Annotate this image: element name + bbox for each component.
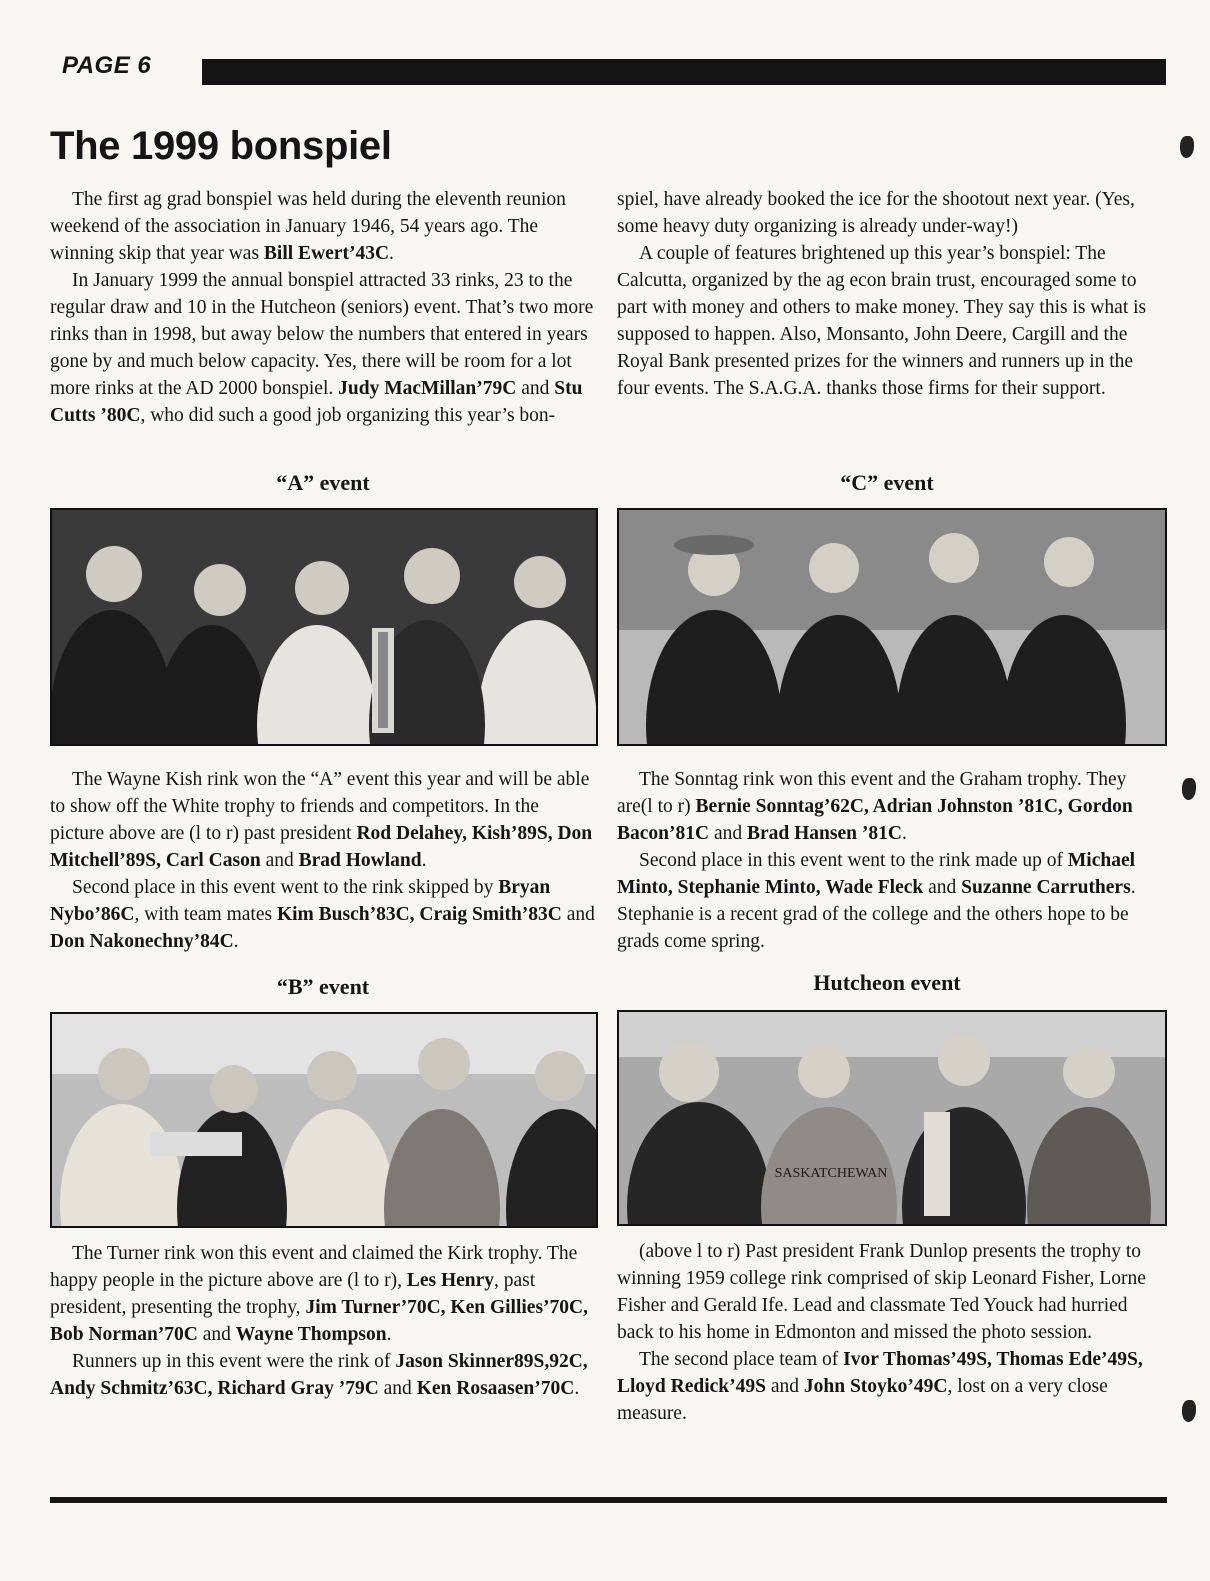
bold-name: Wayne Thompson (235, 1324, 387, 1345)
bold-name: Ivor Thomas’49S, Thomas Ede’49S, Lloyd Redick’49S (617, 1349, 1143, 1397)
bold-name: Bernie Sonntag’62C, Adrian Johnston ’81C, Gordon Bacon’81C (617, 796, 1133, 844)
text-run: and (516, 378, 555, 399)
bold-name: Bryan Nybo’86C (50, 877, 551, 925)
event-a-photo (50, 508, 598, 746)
paragraph (50, 1348, 596, 1402)
text-run: The second place team of (639, 1349, 844, 1370)
text-run: , lost on a very close measure. (617, 1376, 1108, 1424)
header-bar (202, 59, 1166, 85)
text-run: . (386, 1324, 392, 1345)
text-run: The Wayne Kish rink won the “A” event this year and will be able to show off the White trophy to friends and competitors. In the picture above are (l to r) past president (50, 769, 590, 844)
text-run: and (923, 877, 962, 898)
text-run: . Stephanie is a recent grad of the college and the others hope to be grads come spring. (617, 877, 1136, 952)
bold-name: Rod Delahey, Kish’89S, Don Mitchell’89S, Carl Cason (50, 823, 593, 871)
text-run: , who did such a good job organizing this year’s bon- (140, 405, 556, 426)
event-a-heading: “A” event (276, 470, 370, 495)
bold-name: Suzanne Carruthers (961, 877, 1131, 898)
event-c-photo (617, 508, 1167, 746)
text-run: and (561, 904, 595, 925)
intro-left-column (50, 186, 596, 429)
paragraph (50, 766, 596, 874)
text-run: In January 1999 the annual bonspiel attracted 33 rinks, 23 to the regular draw and 10 in the Hutcheon (seniors) event. That’s two more rinks than in 1998, but away below the numbers that entered in years gone by and much below capacity. Yes, there will be room for a lot more rinks at the AD 2000 bonspiel. (50, 270, 594, 399)
text-run: . (421, 850, 427, 871)
paragraph (50, 1240, 596, 1348)
event-c-heading: “C” event (840, 470, 934, 495)
bold-name: Ken Rosaasen’70C (416, 1378, 575, 1399)
event-c-caption (617, 766, 1163, 955)
bold-name: Michael Minto, Stephanie Minto, Wade Fleck (617, 850, 1136, 898)
text-run: . (901, 823, 907, 844)
bold-name: Jason Skinner89S,92C, Andy Schmitz’63C, Richard Gray ’79C (50, 1351, 588, 1399)
text-run: The Sonntag rink won this event and the Graham trophy. They are(l to r) (617, 769, 1127, 817)
paragraph (50, 186, 596, 267)
bold-name: Judy MacMillan’79C (338, 378, 517, 399)
footer-rule (50, 1497, 1167, 1503)
bold-name: John Stoyko’49C (803, 1376, 948, 1397)
event-b-heading: “B” event (276, 974, 370, 999)
text-run: , past president, presenting the trophy, (50, 1270, 536, 1318)
paragraph (617, 847, 1163, 955)
text-run: and (197, 1324, 236, 1345)
paragraph (617, 186, 1157, 240)
text-run: The first ag grad bonspiel was held during the eleventh reunion weekend of the association in January 1946, 54 years ago. The winning skip that year was (50, 189, 566, 264)
bold-name: Les Henry (406, 1270, 495, 1291)
text-run: (above l to r) Past president Frank Dunlop presents the trophy to winning 1959 college rink comprised of skip Leonard Fisher, Lorne Fisher and Gerald Ife. Lead and classmate Ted Youck had hurried back to his home in Edmonton and missed the photo session. (617, 1241, 1146, 1343)
intro-right-column (617, 186, 1157, 402)
event-a-photo-figures (52, 510, 596, 744)
article-title: The 1999 bonspiel (50, 124, 392, 168)
bold-name: Don Nakonechny’84C (50, 931, 234, 952)
event-a-caption (50, 766, 596, 955)
text-run: . (574, 1378, 580, 1399)
text-run: , with team mates (134, 904, 277, 925)
paragraph (617, 1346, 1163, 1427)
event-b-photo (50, 1012, 598, 1228)
event-b-photo-figures (52, 1014, 596, 1226)
page-number-label: PAGE 6 (62, 52, 152, 79)
text-run: The Turner rink won this event and claimed the Kirk trophy. The happy people in the picture above are (l to r), (50, 1243, 578, 1291)
text-run: Runners up in this event were the rink of (72, 1351, 396, 1372)
text-run: and (260, 850, 299, 871)
event-hutcheon-caption (617, 1238, 1163, 1427)
event-hutcheon-photo (617, 1010, 1167, 1226)
bold-name: Brad Hansen ’81C (747, 823, 902, 844)
text-run: A couple of features brightened up this year’s bonspiel: The Calcutta, organized by the ag econ brain trust, encouraged some to part with money and others to make money. They say this is what is supposed to happen. Also, Monsanto, John Deere, Cargill and the Royal Bank presented prizes for the winners and runners up in the four events. The S.A.G.A. thanks those firms for their support. (617, 243, 1147, 399)
scan-edge-mark (1182, 1400, 1196, 1422)
event-c-photo-figures (619, 510, 1165, 744)
event-b-caption (50, 1240, 596, 1402)
scan-edge-mark (1182, 778, 1196, 800)
scan-edge-mark (1180, 136, 1194, 158)
paragraph (617, 240, 1157, 402)
paragraph (617, 1238, 1163, 1346)
text-run: and (709, 823, 747, 844)
sweater-lettering: SASKATCHEWAN (774, 1166, 888, 1181)
paragraph (50, 267, 596, 429)
text-run: Second place in this event went to the rink made up of (639, 850, 1068, 871)
bold-name: Jim Turner’70C, Ken Gillies’70C, Bob Norman’70C (50, 1297, 588, 1345)
bold-name: Bill Ewert’43C (263, 243, 390, 264)
text-run: Second place in this event went to the rink skipped by (72, 877, 499, 898)
bold-name: Kim Busch’83C, Craig Smith’83C (276, 904, 562, 925)
bold-name: Stu Cutts ’80C (50, 378, 583, 426)
text-run: spiel, have already booked the ice for the shootout next year. (Yes, some heavy duty organizing is already under-way!) (617, 189, 1135, 237)
text-run: and (378, 1378, 417, 1399)
bold-name: Brad Howland (298, 850, 422, 871)
text-run: . (233, 931, 239, 952)
paragraph (617, 766, 1163, 847)
event-hutcheon-photo-figures (619, 1012, 1165, 1224)
event-hutcheon-heading: Hutcheon event (813, 970, 961, 995)
paragraph (50, 874, 596, 955)
text-run: . (389, 243, 394, 264)
text-run: and (765, 1376, 804, 1397)
